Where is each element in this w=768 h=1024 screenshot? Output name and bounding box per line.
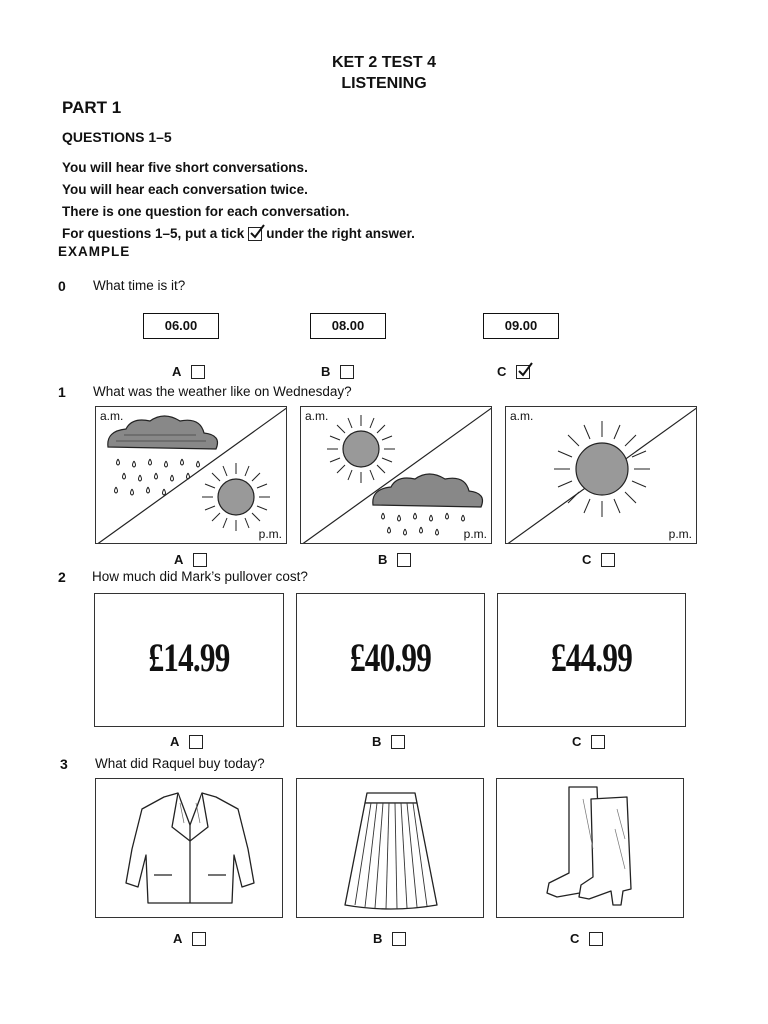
q3-picture-b [296,778,484,918]
test-subtitle: LISTENING [341,75,427,92]
option-letter: B [373,931,383,946]
answer-checkbox[interactable] [191,365,205,379]
answer-checkbox[interactable] [391,735,405,749]
q3-picture-a [95,778,283,918]
pm-label: p.m. [668,527,692,541]
answer-checkbox[interactable] [601,553,615,567]
answer-checkbox[interactable] [340,365,354,379]
option-letter: C [570,931,580,946]
test-title: KET 2 TEST 4 [331,54,437,71]
option-letter: B [378,552,388,567]
q1-option-b[interactable] [378,552,411,567]
option-letter: A [172,364,182,379]
q2-picture-c [497,593,686,727]
time-option-a: 06.00 [143,313,219,339]
q1-option-c[interactable] [582,552,615,567]
example-option-a[interactable] [172,364,205,379]
q1-option-a[interactable] [174,552,207,567]
answer-checkbox[interactable] [189,735,203,749]
q2-picture-a [94,593,284,727]
sun-icon [327,415,395,483]
option-letter: A [173,931,183,946]
option-letter: A [174,552,184,567]
price-label: £40.99 [349,635,432,680]
instruction-line-2: You will hear each conversation twice. [62,182,308,197]
option-letter: B [372,734,382,749]
price-label: £44.99 [550,635,633,680]
instruction-line-4 [62,226,415,241]
example-option-b[interactable] [321,364,354,379]
answer-checkbox-ticked[interactable] [516,365,530,379]
q3-option-a[interactable] [173,931,206,946]
q2-option-a[interactable] [170,734,203,749]
option-letter: A [170,734,180,749]
answer-checkbox[interactable] [591,735,605,749]
q3-picture-c [496,778,684,918]
boots-icon [497,779,684,918]
pm-label: p.m. [463,527,487,541]
jacket-icon [96,779,283,918]
q2-picture-b [296,593,485,727]
example-option-c[interactable] [497,364,530,379]
part-heading: PART 1 [62,98,122,117]
option-letter: C [582,552,592,567]
sun-icon [554,421,650,517]
answer-checkbox[interactable] [193,553,207,567]
example-question: What time is it? [93,278,186,293]
answer-checkbox[interactable] [192,932,206,946]
time-option-c: 09.00 [483,313,559,339]
instruction-line-4-end: under the right answer. [266,226,415,241]
am-label: a.m. [100,409,124,423]
answer-checkbox[interactable] [397,553,411,567]
q2-option-b[interactable] [372,734,405,749]
rain-cloud-icon [373,474,483,507]
q3-number: 3 [60,756,68,772]
q3-option-b[interactable] [373,931,406,946]
time-option-b: 08.00 [310,313,386,339]
q1-picture-b [300,406,492,544]
q2-number: 2 [58,569,66,585]
tick-icon [248,227,262,241]
example-number: 0 [58,278,66,294]
instruction-line-4-start: For questions 1–5, put a tick [62,226,245,241]
q1-number: 1 [58,384,66,400]
price-label: £14.99 [148,635,230,680]
sun-icon [202,463,270,531]
pm-label: p.m. [258,527,282,541]
option-letter: C [572,734,582,749]
q1-picture-a [95,406,287,544]
instruction-line-3: There is one question for each conversation. [62,204,350,219]
am-label: a.m. [305,409,329,423]
q2-option-c[interactable] [572,734,605,749]
questions-heading: QUESTIONS 1–5 [62,129,172,145]
skirt-icon [297,779,484,918]
q3-option-c[interactable] [570,931,603,946]
option-letter: B [321,364,331,379]
option-letter: C [497,364,507,379]
tick-icon [516,361,534,379]
instruction-line-1: You will hear five short conversations. [62,160,308,175]
q3-question: What did Raquel buy today? [95,756,265,771]
example-label: EXAMPLE [58,244,131,259]
q1-question: What was the weather like on Wednesday? [93,384,352,399]
am-label: a.m. [510,409,534,423]
q1-picture-c [505,406,697,544]
q2-question: How much did Mark’s pullover cost? [92,569,308,584]
answer-checkbox[interactable] [589,932,603,946]
answer-checkbox[interactable] [392,932,406,946]
